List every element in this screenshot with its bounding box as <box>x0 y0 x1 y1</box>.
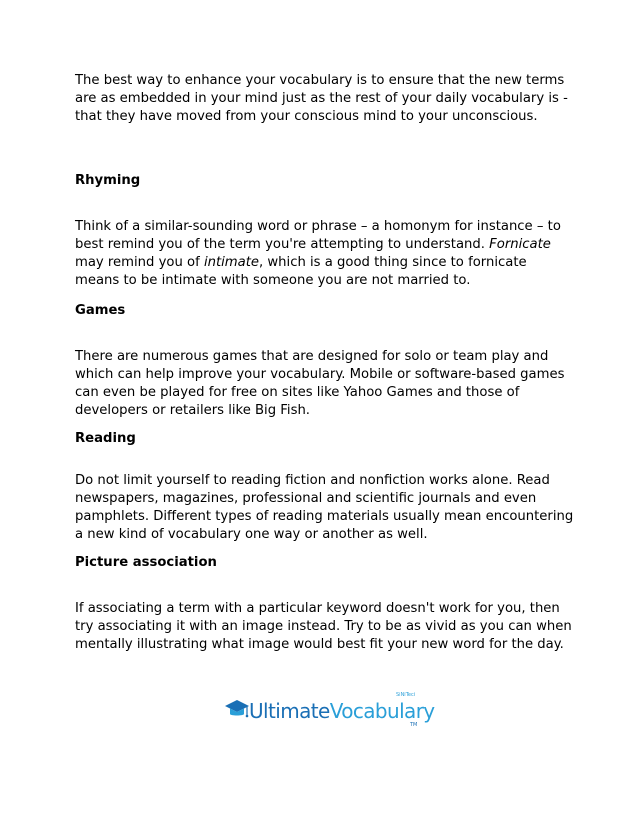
rhyming-text-1: Think of a similar-sounding word or phrase – a homonym for instance – to best remind you of the term you're attempting to understand. <box>75 219 561 252</box>
logo-word-vocabulary: Vocabulary <box>329 699 435 723</box>
heading-reading: Reading <box>75 431 136 446</box>
heading-picture-association: Picture association <box>75 555 217 570</box>
graduation-cap-icon <box>224 696 250 722</box>
reading-paragraph: Do not limit yourself to reading fiction and nonfiction works alone. Read newspapers, magazines, professional and scientific journals and even pamphlets. Different types of reading materials usually mean encountering a new kind of vocabulary one way or another as well. <box>75 473 574 542</box>
rhyming-text-3: , which is a good thing since to fornicate means to be intimate with someone you are not married to. <box>75 255 527 288</box>
picture-association-paragraph: If associating a term with a particular keyword doesn't work for you, then try associating it with an image instead. Try to be as vivid as you can when mentally illustrating what image would best fit your new word for the day. <box>75 601 572 652</box>
logo-trademark: TM <box>410 722 418 728</box>
intro-paragraph: The best way to enhance your vocabulary is to ensure that the new terms are as embedded in your mind just as the rest of your daily vocabulary is - that they have moved from your conscious mind to your unconscious. <box>75 73 568 124</box>
rhyming-text-2: may remind you of <box>75 255 204 270</box>
document-body <box>75 72 575 654</box>
rhyming-term-intimate: intimate <box>203 255 260 270</box>
logo-wordmark <box>249 699 435 723</box>
heading-games: Games <box>75 303 126 318</box>
rhyming-term-fornicate: Fornicate <box>489 237 551 252</box>
logo-small-text: SiNiTeci <box>396 692 416 698</box>
logo-word-ultimate: Ultimate <box>249 699 330 723</box>
heading-rhyming: Rhyming <box>75 173 141 188</box>
rhyming-paragraph <box>75 218 575 290</box>
games-paragraph: There are numerous games that are designed for solo or team play and which can help improve your vocabulary. Mobile or software-based games can even be played for free on sites like Yahoo Games and those of developers or retailers like Big Fish. <box>75 349 565 418</box>
ultimate-vocabulary-logo <box>224 692 435 734</box>
